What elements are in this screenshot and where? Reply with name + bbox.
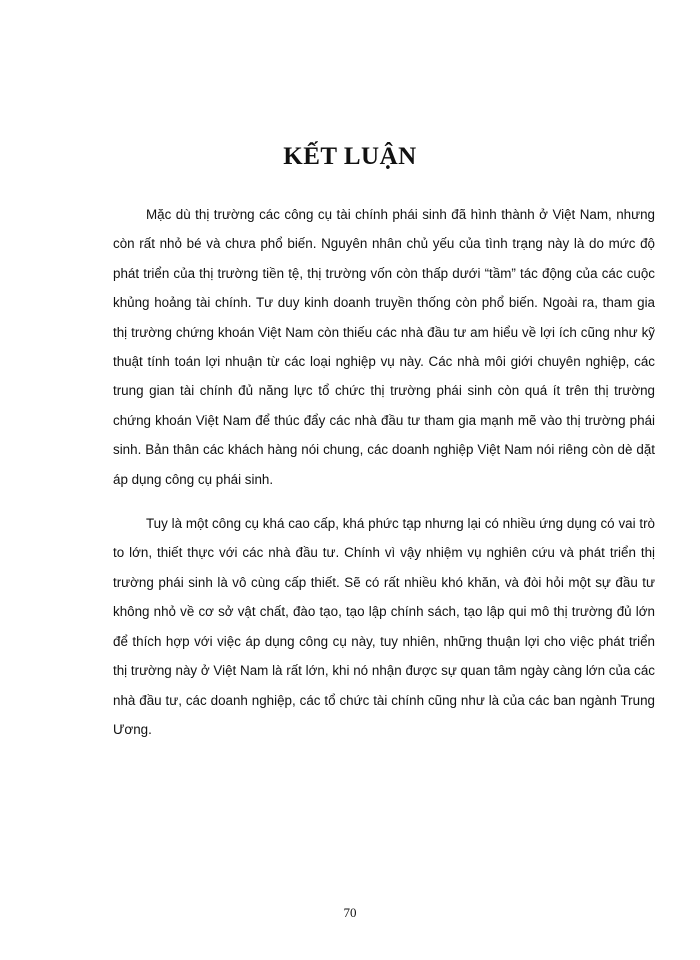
page-title: KẾT LUẬN [283, 143, 417, 170]
paragraph-1: Mặc dù thị trường các công cụ tài chính phái sinh đã hình thành ở Việt Nam, nhưng còn rất nhỏ bé và chưa phổ biến. Nguyên nhân chủ yếu của tình trạng này là do mức độ phát triển của thị trường tiền tệ, thị trường vốn còn thấp dưới “tầm” tác động của các cuộc khủng hoảng tài chính. Tư duy kinh doanh truyền thống còn phổ biến. Ngoài ra, tham gia thị trường chứng khoán Việt Nam còn thiếu các nhà đầu tư am hiểu về lợi ích cũng như kỹ thuật tính toán lợi nhuận từ các loại nghiệp vụ này. Các nhà môi giới chuyên nghiệp, các trung gian tài chính đủ năng lực tổ chức thị trường phái sinh còn quá ít trên thị trường chứng khoán Việt Nam để thúc đẩy các nhà đầu tư tham gia mạnh mẽ vào thị trường phái sinh. Bản thân các khách hàng nói chung, các doanh nghiệp Việt Nam nói riêng còn dè dặt áp dụng công cụ phái sinh. [113, 207, 655, 487]
body-text [113, 200, 655, 759]
page-number: 70 [343, 905, 357, 920]
paragraph-2: Tuy là một công cụ khá cao cấp, khá phức tạp nhưng lại có nhiều ứng dụng có vai trò to lớn, thiết thực với các nhà đầu tư. Chính vì vậy nhiệm vụ nghiên cứu và phát triển thị trường phái sinh là vô cùng cấp thiết. Sẽ có rất nhiều khó khăn, và đòi hỏi một sự đầu tư không nhỏ về cơ sở vật chất, đào tạo, tạo lập chính sách, tạo lập qui mô thị trường đủ lớn để thích hợp với việc áp dụng công cụ này, tuy nhiên, những thuận lợi cho việc phát triển thị trường này ở Việt Nam là rất lớn, khi nó nhận được sự quan tâm ngày càng lớn của các nhà đầu tư, các doanh nghiệp, các tổ chức tài chính cũng như là của các ban ngành Trung Ương. [113, 516, 655, 737]
